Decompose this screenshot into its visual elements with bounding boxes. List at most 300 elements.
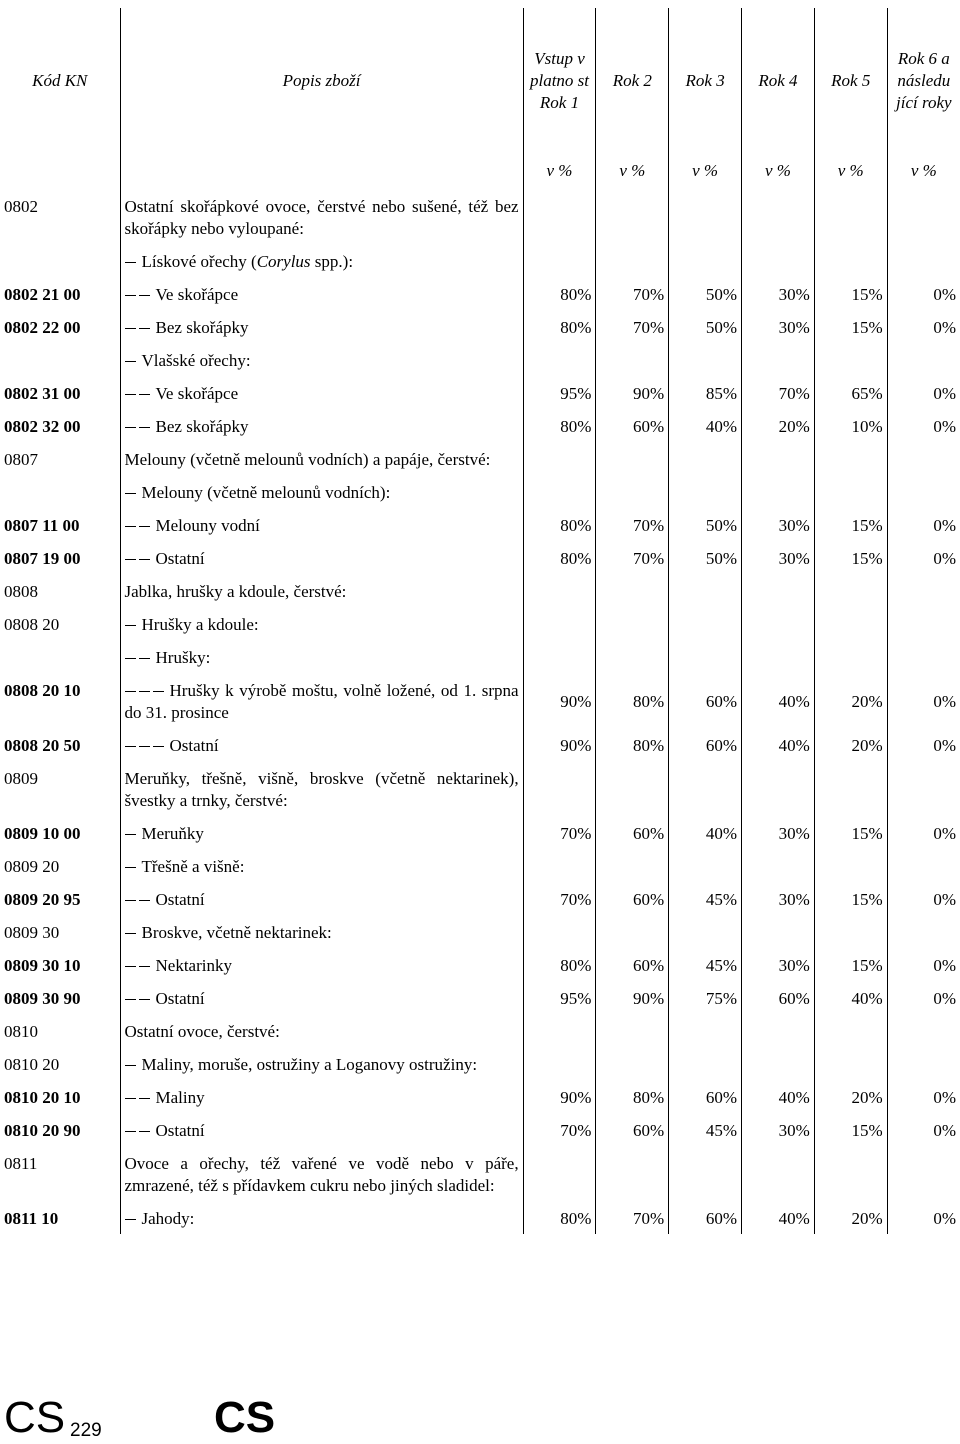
rate-year-3: 50% [669,310,742,343]
rate-year-1 [523,607,596,640]
table-row [0,541,960,574]
rate-year-1 [523,849,596,882]
table-row [0,189,960,244]
rate-year-1 [523,640,596,673]
rate-year-5 [814,244,887,277]
indent-dash [125,867,136,868]
kn-code: 0807 19 00 [4,549,81,568]
rate-year-2 [596,343,669,376]
description-text: Melouny (včetně melounů vodních) a papáje, čerstvé: [124,450,491,469]
rate-year-5: 15% [814,882,887,915]
goods-description [120,343,523,376]
indent-dash [125,394,136,395]
rate-year-4: 30% [742,1113,815,1146]
rate-year-6: 0% [887,310,960,343]
kn-code: 0807 [4,450,38,469]
rate-year-2: 80% [596,1080,669,1113]
rate-year-1: 80% [523,541,596,574]
rate-year-6: 0% [887,277,960,310]
description-text: Ostatní skořápkové ovoce, čerstvé nebo sušené, též bez skořápky nebo vyloupané: [124,197,519,238]
rate-year-4 [742,475,815,508]
rate-year-1: 95% [523,981,596,1014]
goods-description [120,277,523,310]
rate-year-2: 80% [596,673,669,728]
goods-description [120,1047,523,1080]
rate-year-5: 15% [814,541,887,574]
rate-year-3: 60% [669,1201,742,1234]
table-row [0,475,960,508]
rate-year-5 [814,1047,887,1080]
rate-year-2: 90% [596,981,669,1014]
description-text: Ostatní [155,890,205,909]
rate-year-6 [887,442,960,475]
kn-code: 0808 [4,582,38,601]
indent-dash [125,966,136,967]
rate-year-6 [887,189,960,244]
rate-year-6 [887,640,960,673]
table-row [0,882,960,915]
rate-year-2: 60% [596,948,669,981]
rate-year-3: 60% [669,728,742,761]
description-text: Maliny [155,1088,205,1107]
rate-year-3 [669,761,742,816]
rate-year-5 [814,915,887,948]
table-row [0,915,960,948]
table-row [0,442,960,475]
rate-year-4: 30% [742,277,815,310]
table-row [0,948,960,981]
header-year-2: Rok 2 [596,8,669,153]
rate-year-5 [814,343,887,376]
header-code: Kód KN [32,70,88,90]
rate-year-5 [814,574,887,607]
table-row [0,376,960,409]
rate-year-6 [887,761,960,816]
rate-year-2 [596,849,669,882]
rate-year-6: 0% [887,1201,960,1234]
rate-year-2: 70% [596,277,669,310]
rate-year-6: 0% [887,409,960,442]
rate-year-3 [669,1146,742,1201]
rate-year-3: 50% [669,508,742,541]
rate-year-3: 85% [669,376,742,409]
table-row [0,1201,960,1234]
unit-label: v % [523,153,596,189]
indent-dash [139,427,150,428]
indent-dash [139,746,150,747]
goods-description [120,1201,523,1234]
indent-dash [139,295,150,296]
table-row [0,1047,960,1080]
rate-year-1: 70% [523,816,596,849]
rate-year-2 [596,915,669,948]
rate-year-4: 40% [742,1201,815,1234]
rate-year-4 [742,607,815,640]
rate-year-3 [669,343,742,376]
kn-code: 0809 30 90 [4,989,81,1008]
rate-year-3: 45% [669,1113,742,1146]
rate-year-4: 30% [742,882,815,915]
rate-year-4 [742,761,815,816]
goods-description [120,475,523,508]
rate-year-3 [669,849,742,882]
rate-year-5 [814,1014,887,1047]
description-text: Jablka, hrušky a kdoule, čerstvé: [124,582,347,601]
description-text: Ostatní [155,989,205,1008]
rate-year-3: 60% [669,1080,742,1113]
description-text: Bez skořápky [155,318,249,337]
kn-code: 0808 20 50 [4,736,81,755]
description-text: Ostatní [155,549,205,568]
rate-year-2 [596,1146,669,1201]
rate-year-2: 60% [596,882,669,915]
indent-dash [125,625,136,626]
rate-year-4: 70% [742,376,815,409]
indent-dash [139,328,150,329]
rate-year-4 [742,1146,815,1201]
rate-year-6: 0% [887,1080,960,1113]
rate-year-2 [596,189,669,244]
description-text: Bez skořápky [155,417,249,436]
indent-dash [153,691,164,692]
rate-year-4 [742,915,815,948]
rate-year-1 [523,343,596,376]
table-row [0,574,960,607]
rate-year-1 [523,475,596,508]
rate-year-1: 80% [523,409,596,442]
rate-year-6 [887,849,960,882]
description-text: Maliny, moruše, ostružiny a Loganovy ostružiny: [141,1055,478,1074]
description-text: Ovoce a ořechy, též vařené ve vodě nebo v páře, zmrazené, též s přídavkem cukru nebo jiných sladidel: [124,1154,519,1195]
kn-code [0,244,120,277]
description-text: Ve skořápce [155,285,239,304]
rate-year-5: 65% [814,376,887,409]
indent-dash [125,559,136,560]
kn-code [0,475,120,508]
rate-year-6 [887,1047,960,1080]
language-code-left: CS [4,1393,66,1442]
kn-code: 0810 [4,1022,38,1041]
description-text: Ostatní ovoce, čerstvé: [124,1022,280,1041]
indent-dash [153,746,164,747]
rate-year-2: 70% [596,1201,669,1234]
rate-year-5: 15% [814,816,887,849]
rate-year-1: 80% [523,508,596,541]
kn-code: 0808 20 [4,615,60,634]
goods-description [120,541,523,574]
page-footer [0,1392,960,1444]
rate-year-5 [814,442,887,475]
rate-year-3 [669,640,742,673]
table-row [0,1014,960,1047]
goods-description [120,816,523,849]
rate-year-6: 0% [887,948,960,981]
goods-description [120,376,523,409]
rate-year-2 [596,442,669,475]
rate-year-2: 90% [596,376,669,409]
rate-year-3: 45% [669,882,742,915]
goods-description [120,409,523,442]
rate-year-4: 30% [742,508,815,541]
table-row [0,761,960,816]
rate-year-3: 40% [669,816,742,849]
rate-year-4: 30% [742,541,815,574]
rate-year-4 [742,1014,815,1047]
rate-year-5 [814,607,887,640]
rate-year-5: 20% [814,673,887,728]
description-text: Broskve, včetně nektarinek: [141,923,332,942]
description-text: Melouny vodní [155,516,260,535]
rate-year-6 [887,607,960,640]
indent-dash [139,394,150,395]
unit-label: v % [742,153,815,189]
rate-year-4: 40% [742,1080,815,1113]
rate-year-4: 30% [742,948,815,981]
rate-year-2: 70% [596,541,669,574]
rate-year-5 [814,475,887,508]
rate-year-4 [742,189,815,244]
indent-dash [125,999,136,1000]
indent-dash [125,427,136,428]
kn-code: 0809 [4,769,38,788]
kn-code: 0809 30 10 [4,956,81,975]
goods-description [120,882,523,915]
rate-year-6: 0% [887,508,960,541]
goods-description [120,1080,523,1113]
unit-label: v % [669,153,742,189]
header-year-4: Rok 4 [742,8,815,153]
rate-year-3 [669,574,742,607]
table-row [0,508,960,541]
table-body [0,189,960,1234]
unit-label: v % [814,153,887,189]
rate-year-5: 15% [814,1113,887,1146]
indent-dash [125,1065,136,1066]
rate-year-4 [742,343,815,376]
indent-dash [139,1131,150,1132]
rate-year-3 [669,244,742,277]
rate-year-3 [669,1014,742,1047]
description-text: Ostatní [169,736,219,755]
table-row [0,981,960,1014]
goods-description [120,948,523,981]
indent-dash [125,262,136,263]
indent-dash [139,691,150,692]
rate-year-6 [887,915,960,948]
indent-dash [139,658,150,659]
goods-description [120,673,523,728]
rate-year-2: 70% [596,508,669,541]
table-row [0,244,960,277]
kn-code: 0807 11 00 [4,516,80,535]
goods-description [120,607,523,640]
rate-year-2 [596,244,669,277]
rate-year-2: 60% [596,1113,669,1146]
header-year-5: Rok 5 [814,8,887,153]
rate-year-2: 60% [596,409,669,442]
rate-year-1 [523,915,596,948]
rate-year-6: 0% [887,376,960,409]
rate-year-3: 50% [669,277,742,310]
goods-description [120,1014,523,1047]
indent-dash [139,526,150,527]
rate-year-5: 15% [814,310,887,343]
header-row [0,8,960,153]
description-text: Vlašské ořechy: [141,351,251,370]
rate-year-1 [523,1014,596,1047]
goods-description [120,310,523,343]
rate-year-1: 90% [523,1080,596,1113]
kn-code: 0802 21 00 [4,285,81,304]
table-row [0,1080,960,1113]
rate-year-1 [523,1047,596,1080]
rate-year-3: 50% [669,541,742,574]
indent-dash [125,691,136,692]
table-row [0,343,960,376]
goods-description [120,761,523,816]
indent-dash [139,966,150,967]
rate-year-2 [596,761,669,816]
rate-year-2 [596,475,669,508]
table-row [0,1146,960,1201]
goods-description [120,728,523,761]
page-number: 229 [70,1420,102,1441]
kn-code: 0811 10 [4,1209,59,1228]
table-row [0,728,960,761]
kn-code: 0802 31 00 [4,384,81,403]
header-year-3: Rok 3 [669,8,742,153]
rate-year-5: 20% [814,1080,887,1113]
kn-code [0,640,120,673]
rate-year-5: 10% [814,409,887,442]
rate-year-5: 15% [814,948,887,981]
rate-year-2 [596,1014,669,1047]
rate-year-6: 0% [887,673,960,728]
table-row [0,673,960,728]
indent-dash [139,999,150,1000]
rate-year-2 [596,640,669,673]
rate-year-6 [887,244,960,277]
rate-year-1: 80% [523,277,596,310]
rate-year-6: 0% [887,816,960,849]
kn-code: 0802 [4,197,38,216]
rate-year-3: 75% [669,981,742,1014]
rate-year-3 [669,607,742,640]
table-row [0,1113,960,1146]
rate-year-3: 40% [669,409,742,442]
rate-year-1: 95% [523,376,596,409]
description-text: Melouny (včetně melounů vodních): [141,483,391,502]
kn-code: 0809 10 00 [4,824,81,843]
rate-year-5: 15% [814,508,887,541]
rate-year-3 [669,915,742,948]
goods-description [120,849,523,882]
rate-year-1 [523,761,596,816]
rate-year-3 [669,1047,742,1080]
table-row [0,310,960,343]
goods-description [120,1113,523,1146]
kn-code: 0802 32 00 [4,417,81,436]
description-text: Třešně a višně: [141,857,245,876]
goods-description [120,574,523,607]
rate-year-4: 40% [742,728,815,761]
rate-year-5: 15% [814,277,887,310]
rate-year-1 [523,442,596,475]
unit-label: v % [596,153,669,189]
description-text: Meruňky [141,824,204,843]
header-year-1: Vstup v platno st Rok 1 [523,8,596,153]
rate-year-6 [887,1014,960,1047]
rate-year-6: 0% [887,728,960,761]
kn-code: 0802 22 00 [4,318,81,337]
rate-year-6 [887,343,960,376]
indent-dash [125,834,136,835]
kn-code: 0811 [4,1154,38,1173]
table-row [0,849,960,882]
kn-code: 0810 20 90 [4,1121,81,1140]
rate-year-3: 60% [669,673,742,728]
rate-year-4 [742,1047,815,1080]
kn-code: 0809 20 [4,857,60,876]
rate-year-4: 20% [742,409,815,442]
rate-year-5: 20% [814,728,887,761]
indent-dash [125,900,136,901]
header-description: Popis zboží [120,8,523,153]
rate-year-3 [669,189,742,244]
rate-year-4 [742,640,815,673]
kn-code: 0809 30 [4,923,60,942]
table-row [0,409,960,442]
tariff-table [0,8,960,1234]
rate-year-5 [814,849,887,882]
table-row [0,277,960,310]
goods-description [120,244,523,277]
rate-year-6 [887,1146,960,1201]
rate-year-6: 0% [887,541,960,574]
rate-year-1: 90% [523,728,596,761]
table-row [0,640,960,673]
goods-description [120,189,523,244]
header-year-6: Rok 6 a následu jící roky [887,8,960,153]
rate-year-2: 70% [596,310,669,343]
rate-year-3 [669,442,742,475]
rate-year-6: 0% [887,981,960,1014]
rate-year-1: 80% [523,1201,596,1234]
goods-description [120,981,523,1014]
description-text: Hrušky a kdoule: [141,615,259,634]
description-text: Hrušky: [155,648,211,667]
description-text: Jahody: [141,1209,195,1228]
description-text: Lískové ořechy (Corylus spp.): [141,252,354,271]
rate-year-5: 40% [814,981,887,1014]
rate-year-1: 80% [523,948,596,981]
indent-dash [125,1131,136,1132]
goods-description [120,442,523,475]
table-row [0,607,960,640]
goods-description [120,915,523,948]
rate-year-1: 90% [523,673,596,728]
rate-year-3: 45% [669,948,742,981]
indent-dash [125,361,136,362]
indent-dash [125,1219,136,1220]
goods-description [120,508,523,541]
rate-year-6 [887,574,960,607]
description-text: Ve skořápce [155,384,239,403]
rate-year-2 [596,574,669,607]
kn-code: 0810 20 [4,1055,60,1074]
description-text: Nektarinky [155,956,232,975]
goods-description [120,1146,523,1201]
